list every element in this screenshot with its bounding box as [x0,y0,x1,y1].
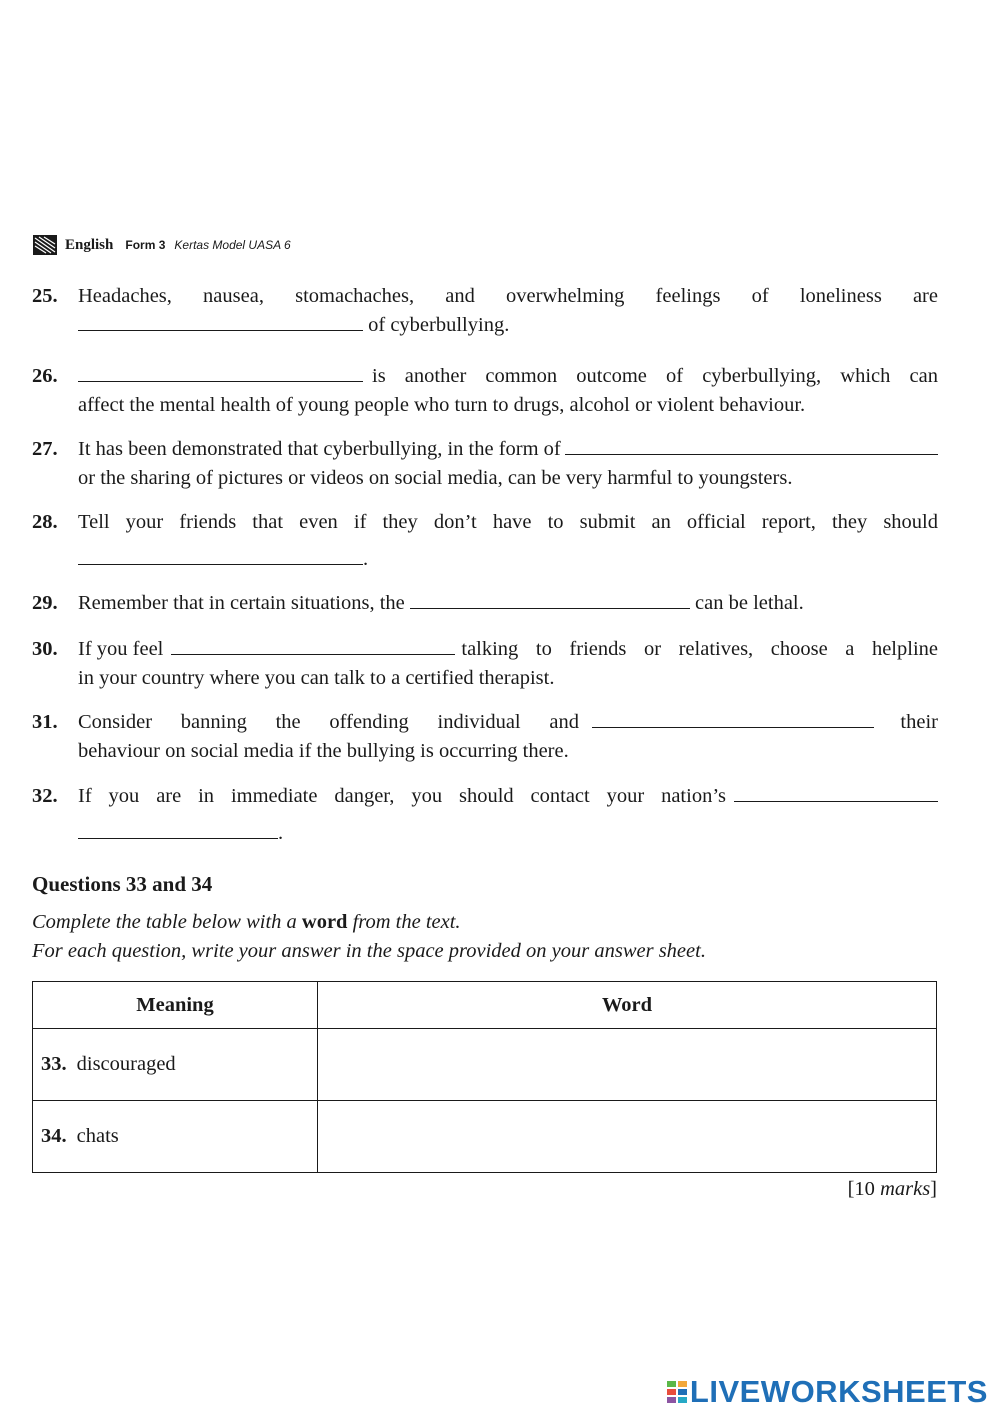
question-31 [32,708,938,766]
word-answer-cell[interactable] [318,1029,937,1101]
question-number: 32. [32,785,58,807]
question-text: If you feel [78,638,164,660]
liveworksheets-brand [667,1374,988,1410]
question-text: or the sharing of pictures or videos on social media, can be very harmful to youngsters. [78,467,793,489]
question-text: talking to friends or relatives, choose a helpline [461,638,938,660]
header-form: Form 3 [125,238,166,252]
question-text: in your country where you can talk to a certified therapist. [78,667,555,689]
meaning-cell [33,1101,318,1173]
question-text: . [278,822,284,844]
question-text: Consider banning the offending individual and [78,711,579,733]
answer-table [32,981,937,1173]
answer-blank[interactable] [78,820,278,839]
question-text: Remember that in certain situations, the [78,592,405,614]
question-text: Tell your friends that even if they don’t have to submit an official report, they should [78,511,938,533]
question-28 [32,508,938,574]
table-row [33,1101,937,1173]
liveworksheets-logo-icon [667,1381,687,1403]
question-32 [32,782,938,848]
instruction-bold: word [301,911,348,933]
question-26 [32,362,938,420]
section-title: Questions 33 and 34 [32,872,213,896]
answer-blank[interactable] [171,636,455,655]
row-number: 34. [41,1125,67,1147]
question-text: It has been demonstrated that cyberbullying, in the form of [78,438,561,460]
instruction-text: from the text. [352,911,461,933]
table-header-row [33,982,937,1029]
question-30 [32,635,938,693]
page-header [32,232,291,258]
question-text: If you are in immediate danger, you should contact your nation’s [78,785,726,807]
question-text: of cyberbullying. [368,314,510,336]
answer-blank[interactable] [592,709,874,728]
answer-blank[interactable] [78,312,363,331]
question-number: 31. [32,711,58,733]
answer-blank[interactable] [78,363,363,382]
answer-blank[interactable] [410,590,690,609]
question-number: 26. [32,365,58,387]
question-number: 29. [32,592,58,614]
word-answer-cell[interactable] [318,1101,937,1173]
question-text: affect the mental health of young people who turn to drugs, alcohol or violent behaviour. [78,394,806,416]
answer-blank[interactable] [565,436,938,455]
question-text: is another common outcome of cyberbullying, which can [372,365,938,387]
instruction-text: Complete the table below with a [32,911,297,933]
book-icon [32,234,58,256]
header-paper: Kertas Model UASA 6 [174,238,291,252]
instruction-line-2: For each question, write your answer in the space provided on your answer sheet. [32,940,706,962]
meaning-text: chats [76,1125,119,1147]
brand-name: LIVEWORKSHEETS [689,1374,988,1409]
row-number: 33. [41,1053,67,1075]
header-subject: English [65,236,114,253]
question-29 [32,589,938,618]
question-text: . [363,548,369,570]
question-text: their [900,711,938,733]
question-number: 25. [32,285,58,307]
question-27 [32,435,938,493]
instruction-line-1 [32,911,461,934]
table-row [33,1029,937,1101]
meaning-text: discouraged [76,1053,176,1075]
answer-blank[interactable] [78,546,363,565]
question-text: behaviour on social media if the bullying is occurring there. [78,740,569,762]
question-number: 30. [32,638,58,660]
meaning-cell [33,1029,318,1101]
question-number: 28. [32,511,58,533]
answer-blank[interactable] [734,783,938,802]
question-25 [32,282,938,340]
marks-label: [10 marks] [847,1178,937,1200]
column-header-word: Word [318,982,937,1029]
question-text: can be lethal. [695,592,804,614]
question-number: 27. [32,438,58,460]
question-text: Headaches, nausea, stomachaches, and overwhelming feelings of loneliness are [78,285,938,307]
column-header-meaning: Meaning [33,982,318,1029]
